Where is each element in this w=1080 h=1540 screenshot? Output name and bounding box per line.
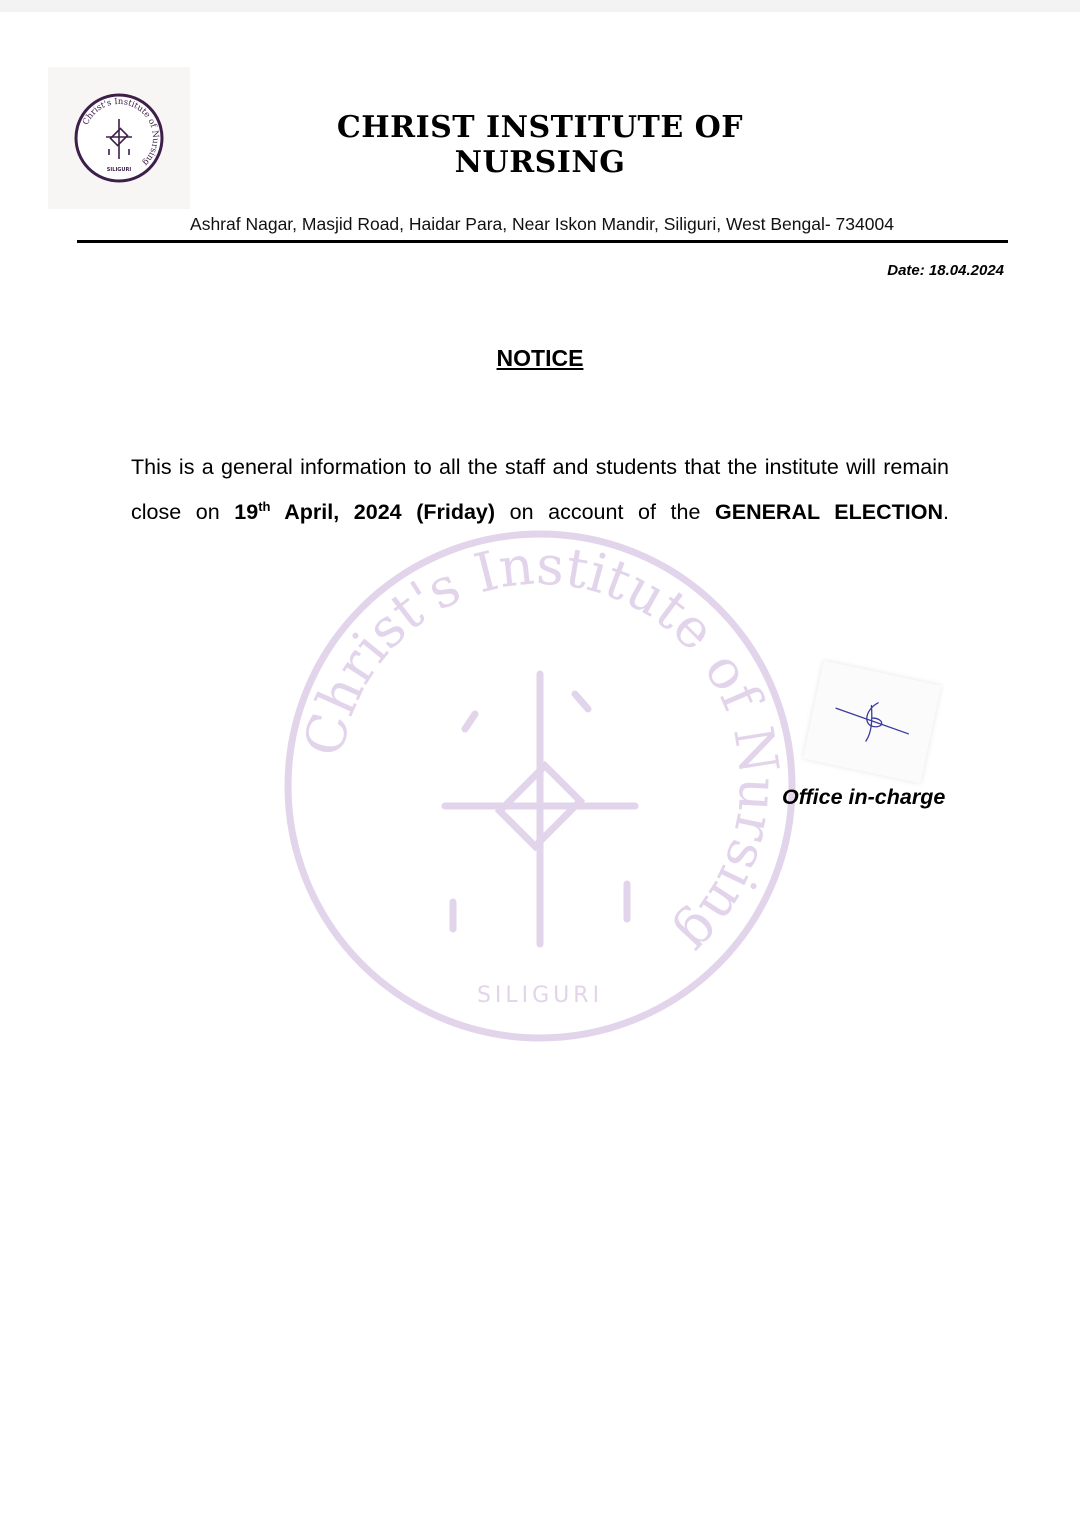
closure-date-rest: April, 2024 (Friday) <box>270 500 496 524</box>
institute-name: CHRIST INSTITUTE OF NURSING <box>336 110 744 180</box>
notice-body <box>131 445 949 535</box>
event-name: GENERAL ELECTION <box>715 500 944 524</box>
notice-text-end: . <box>943 500 949 524</box>
logo-bottom-text: SILIGURI <box>106 167 132 173</box>
notice-heading: NOTICE <box>496 345 584 371</box>
notice-text-part2: on account of the <box>495 500 715 524</box>
notice-date: Date: 18.04.2024 <box>887 262 1004 279</box>
institute-logo <box>48 67 190 209</box>
signatory-label: Office in-charge <box>782 785 946 809</box>
closure-day: 19 <box>234 500 259 524</box>
notice-page <box>0 12 1080 1540</box>
notice-text-part1: This is a general information to all the staff and students that the institute will remain close on <box>131 455 949 524</box>
logo-ring-text: Christ's Institute of Nursing <box>81 96 161 168</box>
logo-watermark <box>280 524 800 1049</box>
institute-address: Ashraf Nagar, Masjid Road, Haidar Para, Near Iskon Mandir, Siliguri, West Bengal- 734004 <box>190 214 894 234</box>
watermark-bottom-text: SILIGURI <box>476 983 604 1008</box>
signature <box>803 661 941 784</box>
watermark-cross-icon <box>445 674 635 944</box>
watermark-ring-text: Christ's Institute of Nursing <box>291 533 791 968</box>
header-divider <box>77 240 1008 243</box>
closure-date <box>234 500 495 524</box>
closure-day-suffix: th <box>258 498 271 514</box>
